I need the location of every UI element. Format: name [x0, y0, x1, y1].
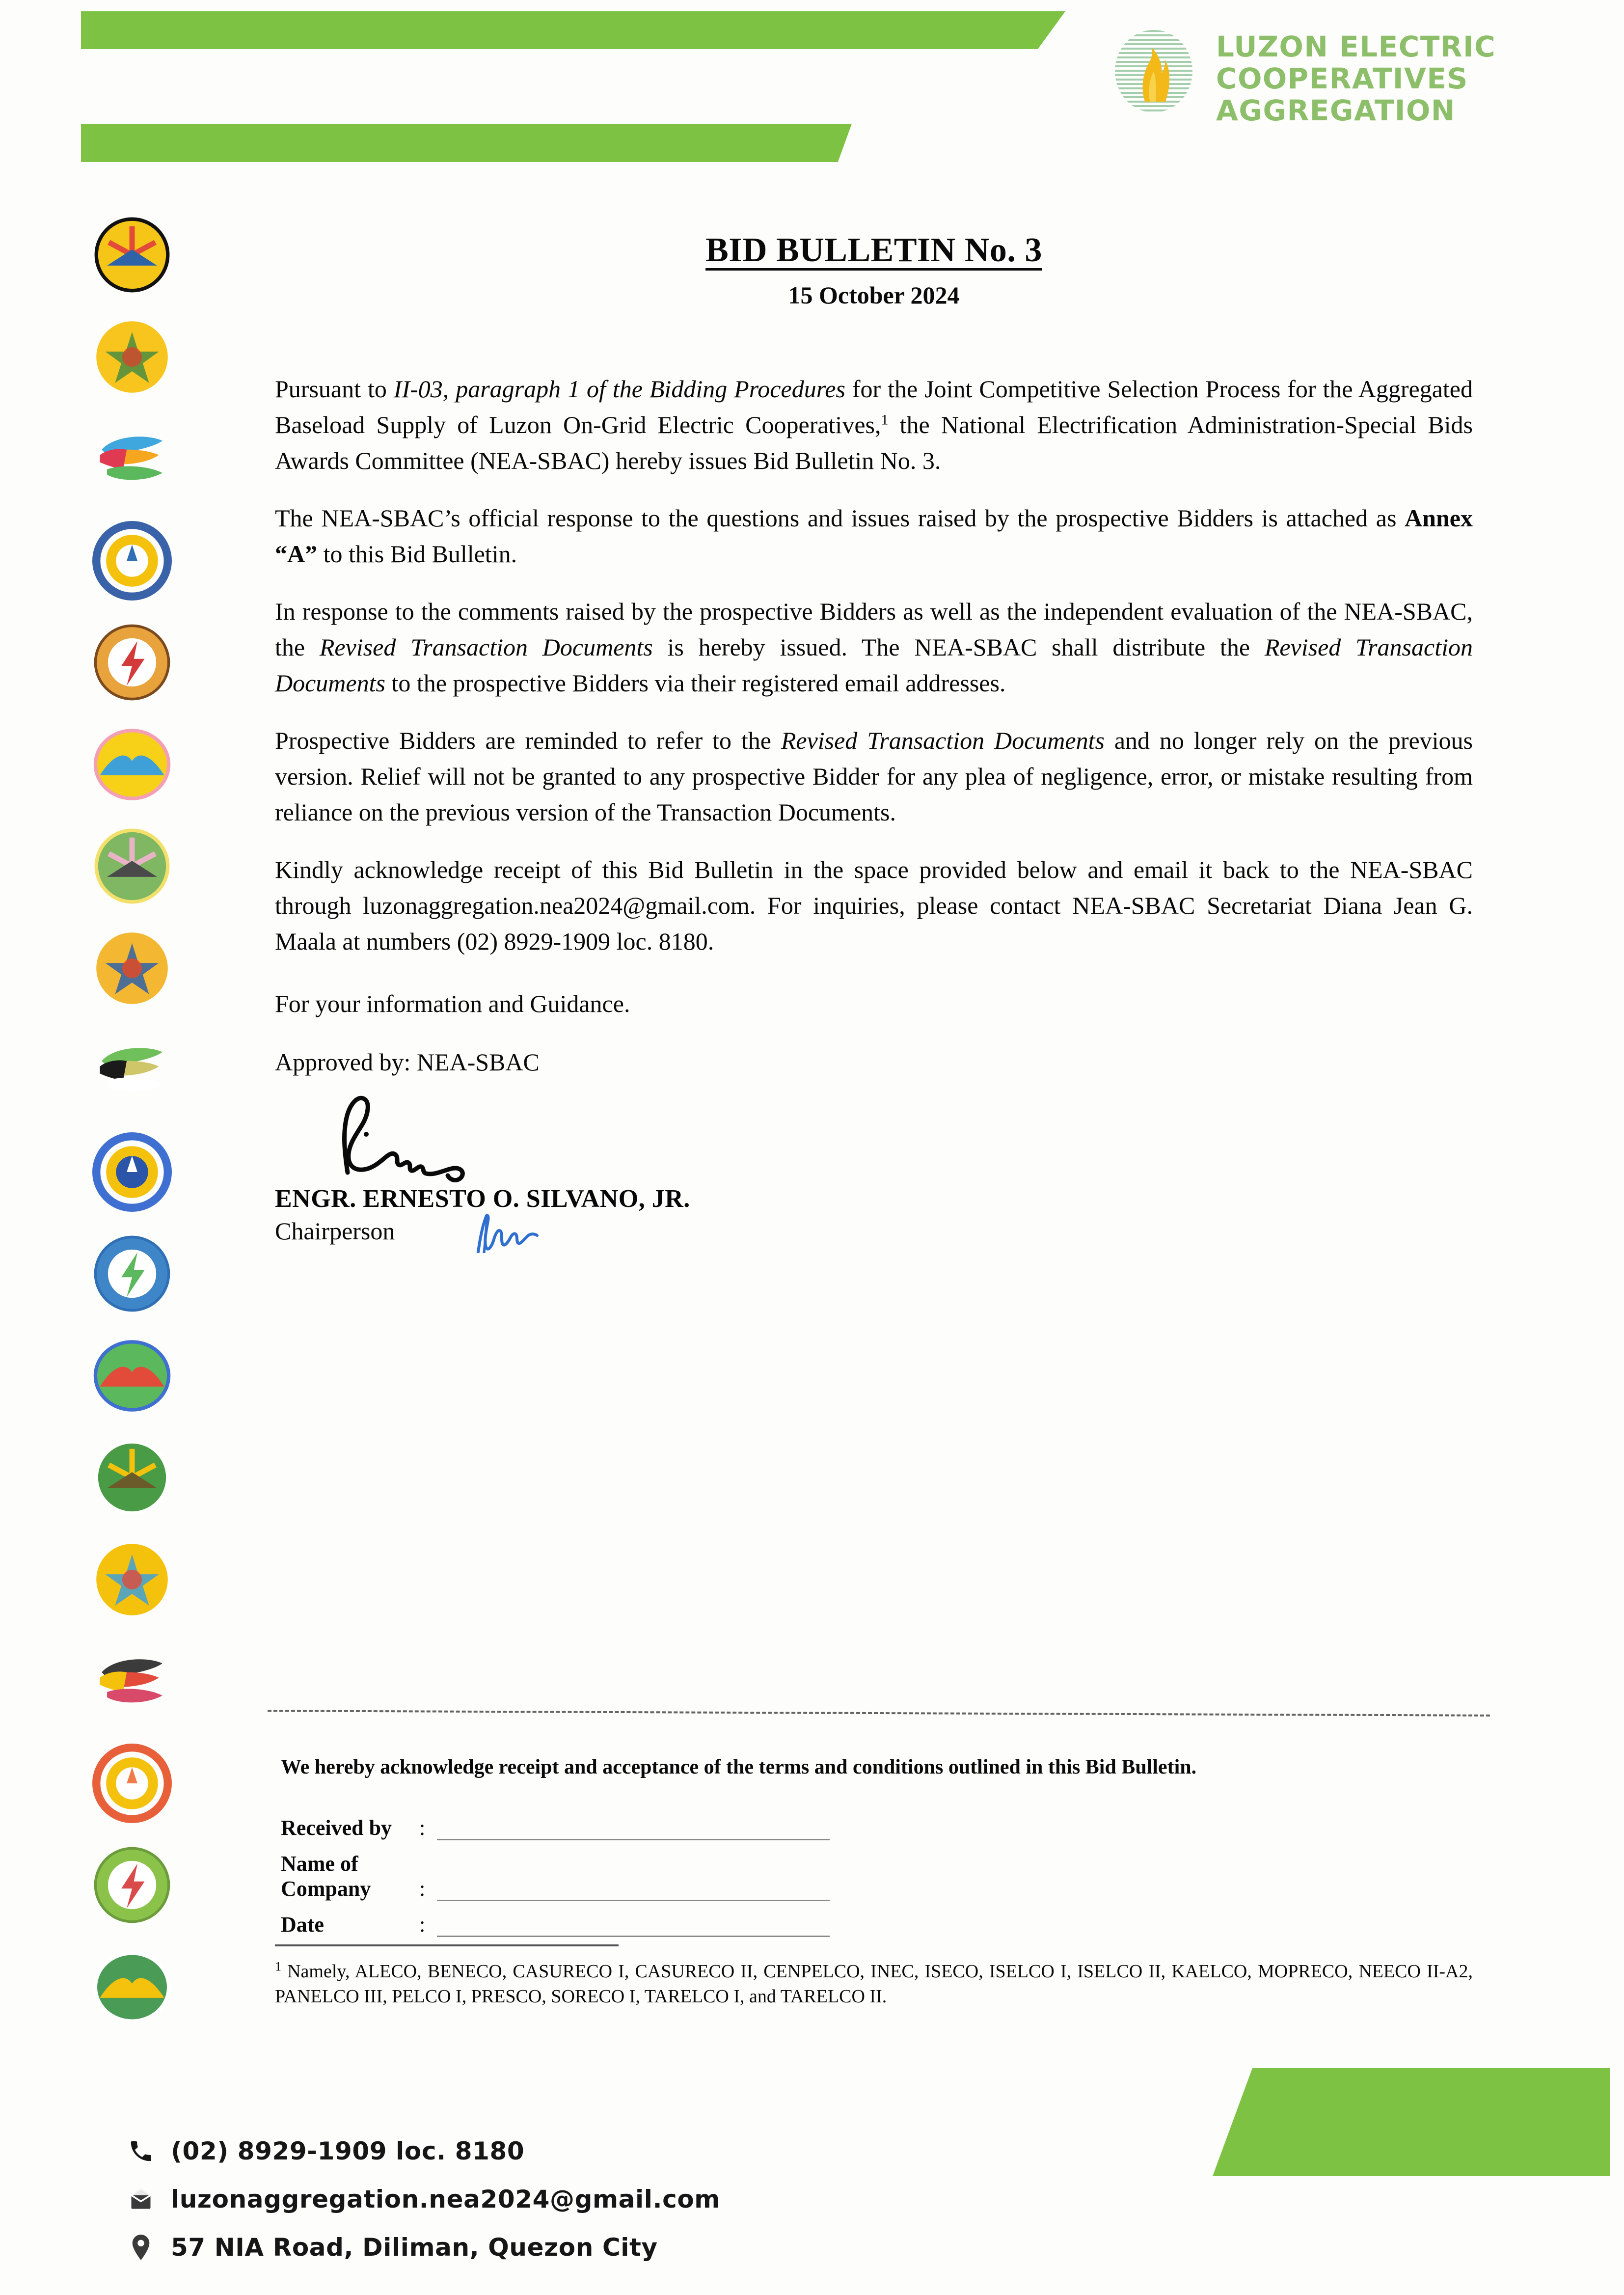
blue-initials-mark-icon	[471, 1214, 565, 1253]
p3-italic-2: Revised Transaction Documents	[275, 633, 1473, 697]
p1-tail: the National Electrification Administration-Special Bids Awards Committee (NEA-SBAC) hereby issues Bid Bulletin No. 3.	[275, 411, 1473, 474]
footnote-content: Namely, ALECO, BENECO, CASURECO I, CASURECO II, CENPELCO, INEC, ISECO, ISELCO I, ISELCO II, KAELCO, MOPRECO, NEECO II-A2, PANELCO III, PELCO I, PRESCO, SORECO I, TARELCO I, and TARELCO II.	[275, 1961, 1473, 2007]
iselco-ii-seal	[87, 1025, 177, 1115]
footer-phone-text: (02) 8929-1909 loc. 8180	[171, 2137, 525, 2165]
signature-block	[275, 1080, 1473, 1245]
soreco-i-seal	[87, 1739, 177, 1828]
location-pin-icon	[123, 2230, 159, 2265]
paragraph-1	[275, 371, 1473, 479]
paragraph-2	[275, 500, 1473, 572]
date-label: Date	[281, 1912, 324, 1937]
document-date: 15 October 2024	[788, 281, 960, 309]
tarelco-ii-seal	[87, 1942, 177, 2032]
closing-line: For your information and Guidance.	[275, 990, 630, 1017]
iselco-i-seal	[87, 924, 177, 1013]
approved-by-line: Approved by: NEA-SBAC	[275, 1048, 540, 1076]
company-name-label: Name of Company	[281, 1852, 371, 1901]
brand-title	[1216, 27, 1496, 127]
brand-line-3: AGGREGATION	[1216, 93, 1456, 127]
page-title: BID BULLETIN No. 3	[705, 231, 1042, 269]
p3-post: to the prospective Bidders via their registered email addresses.	[385, 669, 1006, 697]
beneco-seal	[87, 312, 177, 402]
kaelco-seal	[87, 1127, 177, 1217]
paragraph-3	[275, 594, 1473, 701]
footer-email-row	[123, 2182, 1006, 2217]
received-by-label: Received by	[281, 1816, 392, 1840]
footer-contacts	[123, 2133, 1006, 2278]
acknowledgement-section	[281, 1755, 1459, 1948]
presco-seal	[87, 1637, 177, 1726]
p1-italic: II-03, paragraph 1 of the Bidding Procedures	[393, 375, 845, 403]
acknowledgement-divider	[268, 1710, 1490, 1717]
footer-address-row	[123, 2230, 1006, 2265]
p2-pre: The NEA-SBAC’s official response to the questions and issues raised by the prospective Bidders is attached as	[275, 504, 1405, 532]
header-green-bar-bottom	[81, 124, 852, 162]
company-name-separator: :	[419, 1877, 426, 1901]
received-by-input[interactable]	[437, 1816, 830, 1840]
p4-post: and no longer rely on the previous version. Relief will not be granted to any prospective Bidder for any plea of negligence, error, or mistake resulting from reliance on the previous version of the Transaction Documents.	[275, 727, 1473, 826]
annex-reference: Annex “A”	[275, 504, 1473, 568]
phone-icon	[123, 2133, 159, 2169]
casureco-i-seal	[87, 414, 177, 503]
date-separator: :	[419, 1912, 426, 1937]
aleco-seal	[87, 210, 177, 300]
envelope-icon	[123, 2182, 159, 2217]
footer-email-text: luzonaggregation.nea2024@gmail.com	[171, 2185, 720, 2213]
acknowledgement-field-row	[281, 1815, 1459, 1840]
acknowledgement-field-row	[281, 1851, 1459, 1901]
handwritten-signature-icon	[334, 1089, 540, 1182]
tarelco-i-seal	[87, 1840, 177, 1930]
mopreco-seal	[87, 1229, 177, 1318]
pelco-i-seal	[87, 1535, 177, 1624]
p2-post: to this Bid Bulletin.	[317, 540, 517, 568]
luzon-aggregation-flame-seal-icon	[1112, 27, 1195, 115]
brand-line-1: LUZON ELECTRIC	[1216, 30, 1496, 63]
brand-header	[1112, 27, 1496, 127]
document-body	[275, 231, 1473, 1245]
header-green-bar-top	[81, 11, 1065, 49]
company-name-input[interactable]	[437, 1877, 830, 1901]
footer-green-corner-shape	[1213, 2068, 1610, 2176]
signatory-name: ENGR. ERNESTO O. SILVANO, JR.	[275, 1185, 690, 1213]
signatory-role: Chairperson	[275, 1217, 395, 1245]
footnote-body	[275, 1959, 1473, 2009]
received-by-separator: :	[419, 1816, 426, 1840]
footnote-marker: 1	[275, 1959, 281, 1974]
acknowledgement-statement: We hereby acknowledge receipt and acceptance of the terms and conditions outlined in this Bid Bulletin.	[281, 1756, 1197, 1778]
paragraph-4	[275, 723, 1473, 830]
footnote-rule	[275, 1944, 619, 1946]
p3-mid: is hereby issued. The NEA-SBAC shall distribute the	[652, 633, 1265, 661]
cenpelco-seal	[87, 618, 177, 707]
p1-pre: Pursuant to	[275, 375, 394, 403]
p4-italic: Revised Transaction Documents	[781, 727, 1105, 754]
footnote-section	[275, 1944, 1473, 2009]
p3-pre: In response to the comments raised by the prospective Bidders as well as the independent evaluation of the NEA-SBAC, the	[275, 598, 1473, 661]
iseco-seal	[87, 821, 177, 911]
footer-phone-row	[123, 2133, 1006, 2169]
brand-line-2: COOPERATIVES	[1216, 61, 1468, 95]
footnote-marker-inline: 1	[881, 411, 889, 428]
casureco-ii-seal	[87, 516, 177, 605]
cooperative-seals-sidebar	[87, 210, 200, 2032]
p1-post: for the Joint Competitive Selection Process for the Aggregated Baseload Supply of Luzon On-Grid Electric Cooperatives,	[275, 375, 1473, 438]
inec-seal	[87, 720, 177, 809]
acknowledgement-field-row	[281, 1912, 1459, 1937]
panelco-iii-seal	[87, 1433, 177, 1522]
p3-italic-1: Revised Transaction Documents	[319, 633, 653, 661]
title-block	[275, 231, 1473, 309]
date-input[interactable]	[437, 1913, 830, 1937]
p4-pre: Prospective Bidders are reminded to refer to the	[275, 727, 781, 754]
neeco-ii-a2-seal	[87, 1331, 177, 1421]
footer-address-text: 57 NIA Road, Diliman, Quezon City	[171, 2233, 658, 2262]
paragraph-5-contact: Kindly acknowledge receipt of this Bid Bulletin in the space provided below and email it back to the NEA-SBAC through luzonaggregation.nea2024@gmail.com. For inquiries, please contact NEA-SBAC Secretariat Diana Jean G. Maala at numbers (02) 8929-1909 loc. 8180.	[275, 856, 1473, 955]
